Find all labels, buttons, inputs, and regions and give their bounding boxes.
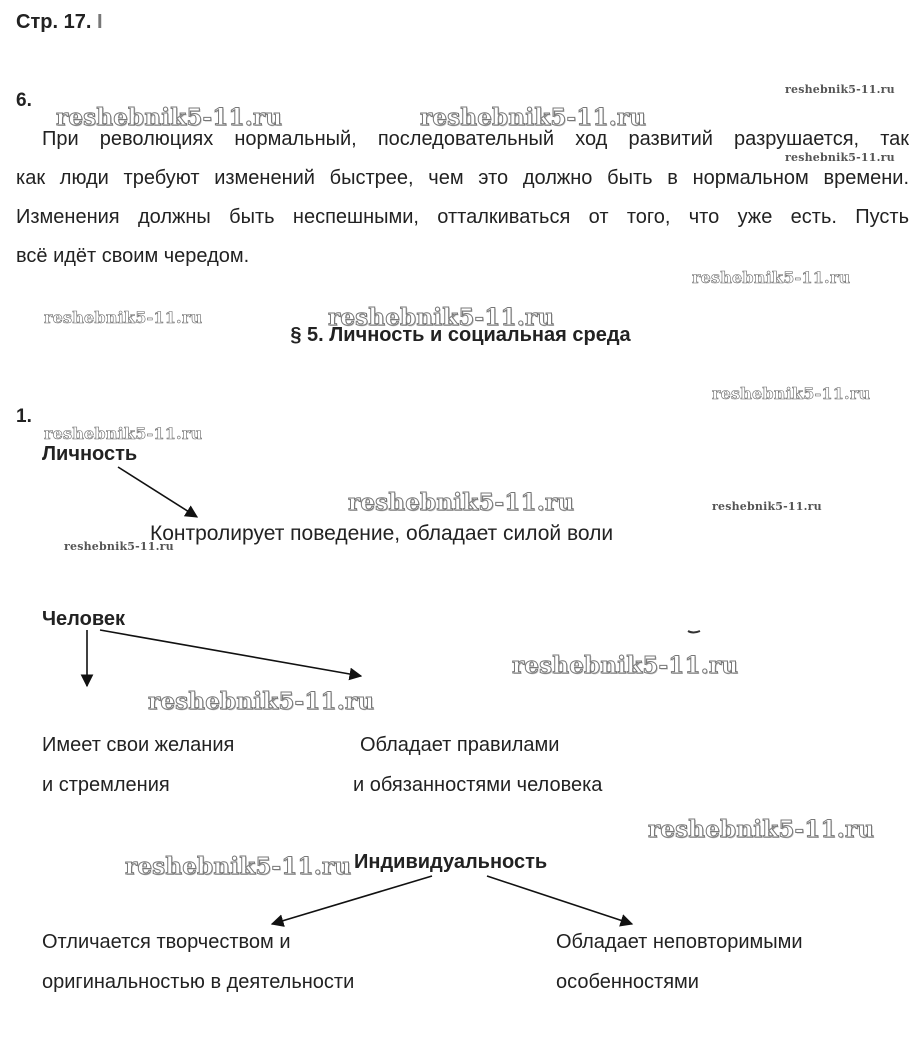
task-6-line: как люди требуют изменений быстрее, чем это должно быть в нормальном времени.: [16, 167, 909, 189]
individuality-unique-line: особенностями: [556, 971, 699, 993]
page-header-mark: I: [96, 11, 103, 33]
watermark: reshebnik5-11.ru: [648, 816, 875, 843]
watermark: reshebnik5-11.ru: [44, 424, 203, 443]
personality-label: Личность: [42, 443, 138, 465]
arrow-personality-to-description: [118, 467, 197, 517]
watermark: reshebnik5-11.ru: [712, 384, 871, 403]
watermark: reshebnik5-11.ru: [44, 308, 203, 327]
section-title: § 5. Личность и социальная среда: [290, 324, 631, 346]
task-6-number: 6.: [16, 90, 32, 111]
task-6-line: При революциях нормальный, последовательный ход развитий разрушается, так: [42, 128, 909, 150]
human-desires-line: и стремления: [42, 774, 170, 796]
watermark: reshebnik5-11.ru: [785, 151, 895, 164]
personality-description: Контролирует поведение, обладает силой воли: [150, 522, 614, 545]
arrow-human-to-rules: [100, 630, 361, 676]
watermark: reshebnik5-11.ru: [692, 268, 851, 287]
human-rules-line: и обязанностями человека: [353, 774, 603, 796]
individuality-label: Индивидуальность: [354, 851, 548, 873]
watermark: reshebnik5-11.ru: [785, 83, 895, 96]
arrow-individuality-to-unique: [487, 876, 632, 924]
page-number: Стр. 17.: [16, 11, 92, 33]
watermark: reshebnik5-11.ru: [148, 688, 375, 715]
human-desires-line: Имеет свои желания: [42, 734, 235, 756]
task-1-number: 1.: [16, 406, 32, 427]
task-6-line: Изменения должны быть неспешными, отталкиваться от того, что уже есть. Пусть: [16, 206, 909, 228]
watermark: reshebnik5-11.ru: [348, 489, 575, 516]
human-rules-line: Обладает правилами: [360, 734, 560, 756]
watermark: reshebnik5-11.ru: [420, 104, 647, 131]
stray-mark: [688, 631, 700, 633]
watermark: reshebnik5-11.ru: [64, 540, 174, 553]
watermark: reshebnik5-11.ru: [712, 500, 822, 513]
human-label: Человек: [42, 608, 125, 630]
watermark: reshebnik5-11.ru: [125, 853, 352, 880]
arrow-individuality-to-creativity: [272, 876, 432, 924]
individuality-creativity-line: оригинальностью в деятельности: [42, 971, 355, 993]
task-6-line: всё идёт своим чередом.: [16, 245, 250, 267]
watermark: reshebnik5-11.ru: [56, 104, 283, 131]
individuality-creativity-line: Отличается творчеством и: [42, 931, 291, 953]
watermark: reshebnik5-11.ru: [328, 304, 555, 331]
individuality-unique-line: Обладает неповторимыми: [556, 931, 803, 953]
watermark: reshebnik5-11.ru: [512, 652, 739, 679]
